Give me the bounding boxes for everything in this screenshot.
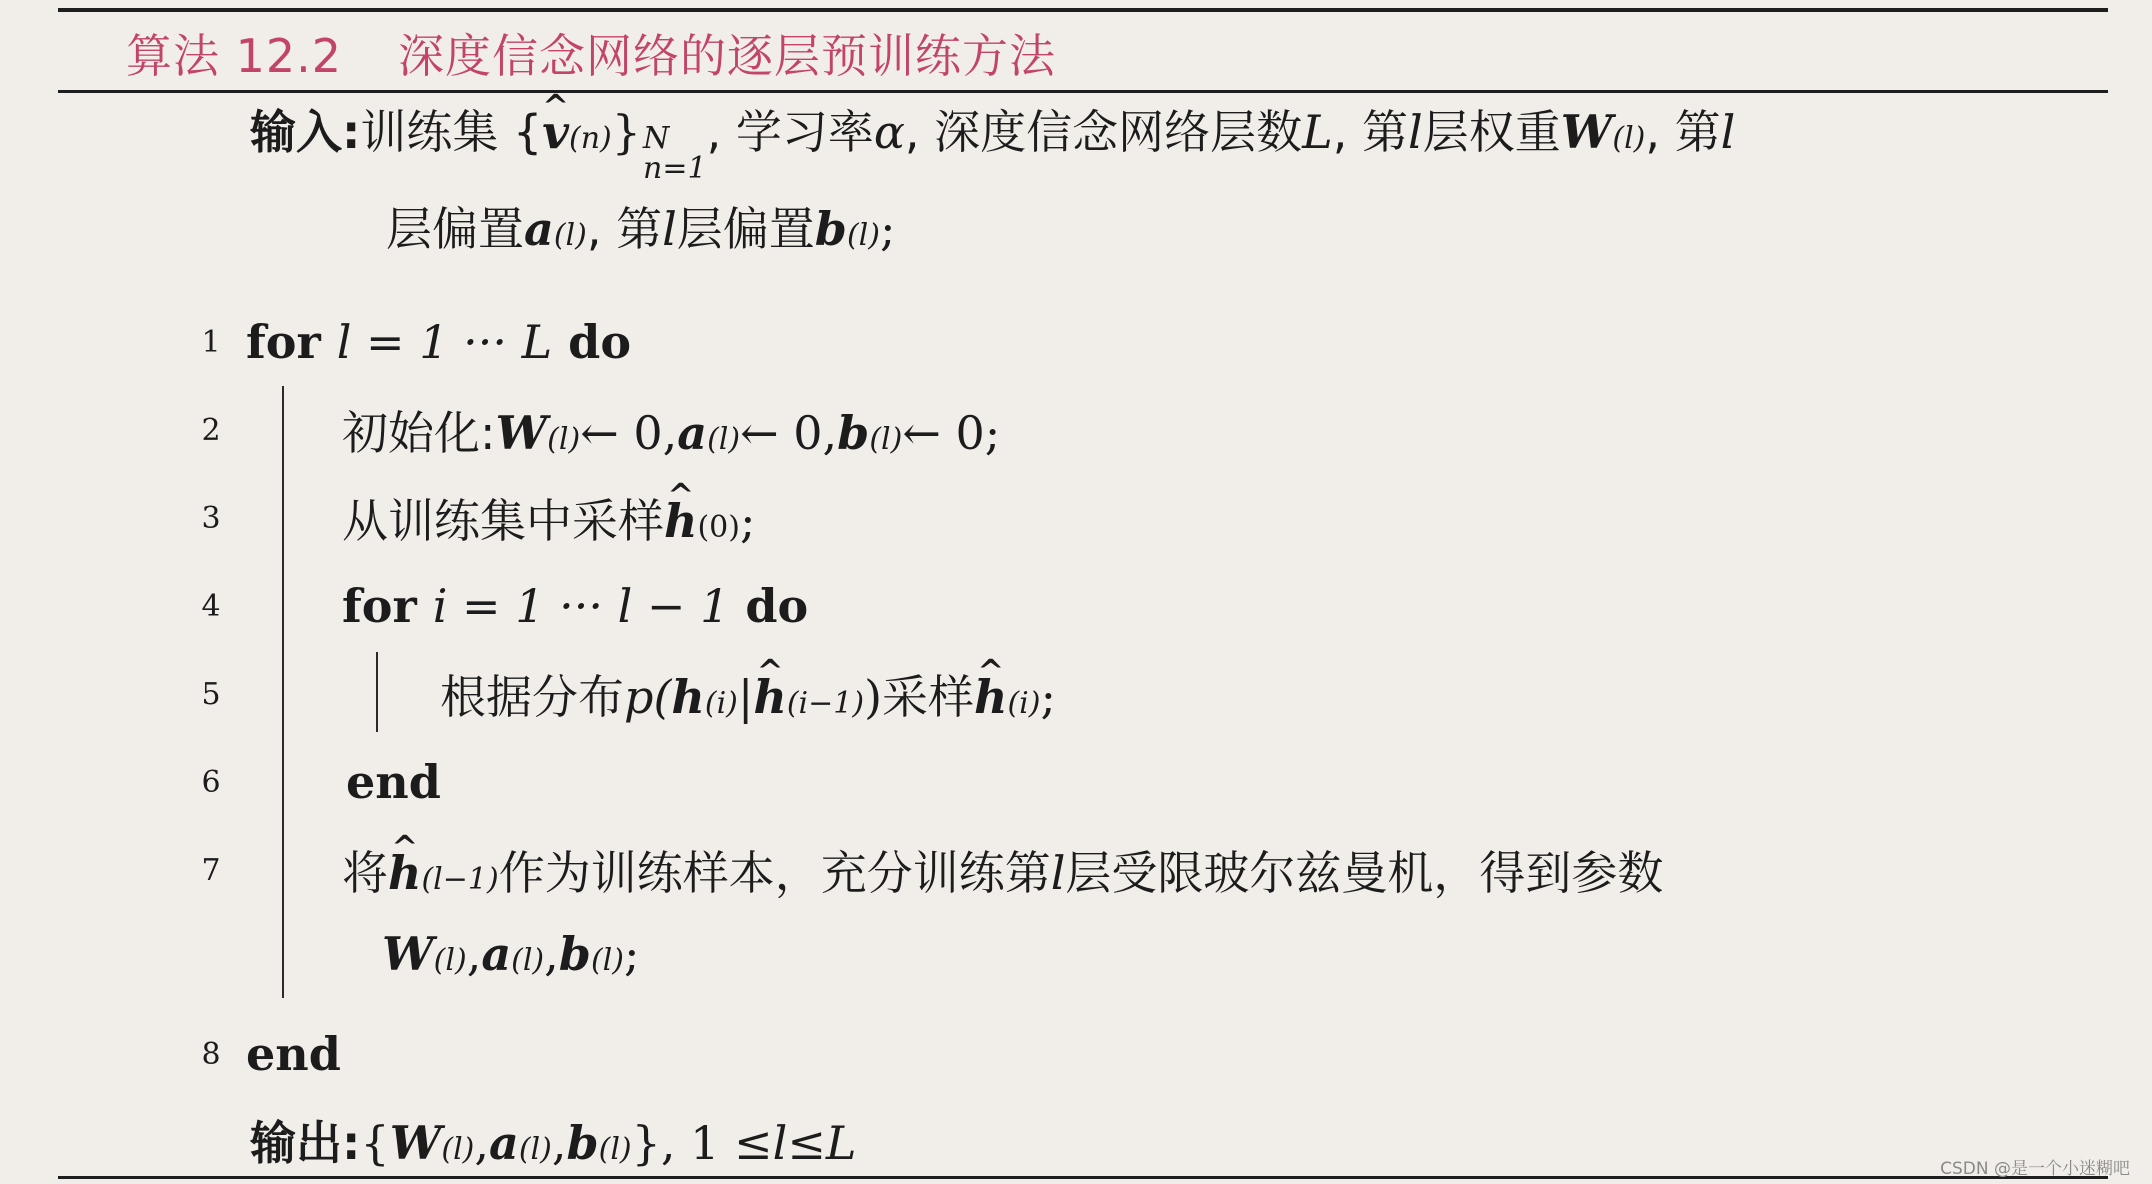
output-l: l xyxy=(772,1116,788,1170)
do-keyword-1: do xyxy=(568,315,632,369)
init-arrow-2: ← 0, xyxy=(740,406,838,460)
line-8-content xyxy=(246,1027,341,1081)
output-open: { xyxy=(360,1116,390,1170)
input-W: W xyxy=(1560,105,1613,159)
output-content: 输出: { W (l) , a (l) , b (l) }, 1 ≤ l ≤ L xyxy=(250,1107,856,1173)
dist-semicolon: ; xyxy=(1040,670,1056,724)
line-number-8: 8 xyxy=(201,1036,221,1072)
params-semicolon: ; xyxy=(623,927,640,981)
input-text-di-2: , 第 xyxy=(1645,105,1721,159)
output-comma-2: , xyxy=(551,1116,567,1170)
output-W: W xyxy=(389,1116,442,1170)
line-7-cont-content: W (l) , a (l) , b (l) ; xyxy=(382,927,640,981)
line-number-3: 3 xyxy=(201,500,221,536)
input-semicolon: ; xyxy=(879,202,896,256)
for-expr-1: l = 1 ··· L xyxy=(336,315,553,369)
line-number-4: 4 xyxy=(201,588,221,624)
output-b: b xyxy=(566,1116,599,1170)
input-text-di: , 第 xyxy=(1332,105,1408,159)
algo-line-2 xyxy=(0,394,2152,466)
algo-line-4 xyxy=(0,570,2152,642)
input-text-bias-2: 层偏置 xyxy=(676,202,815,256)
algorithm-name: 深度信念网络的逐层预训练方法 xyxy=(398,29,1057,83)
dist-result-h-hat: ^ h xyxy=(974,670,1007,724)
dist-sample-text: 采样 xyxy=(882,670,975,724)
title-rule xyxy=(58,90,2108,93)
input-v-symbol: ^ v xyxy=(542,105,569,159)
for-keyword-1: for xyxy=(246,315,321,369)
output-close: }, 1 ≤ xyxy=(631,1116,773,1170)
input-content-1: 输入: 训练集 { ^ v (n) } N n=1 , 学习率 α , 深度信念网络层数 L , 第 l 层权重 W (l) , 第 l xyxy=(250,96,1735,184)
input-l-3: l xyxy=(662,202,677,256)
input-alpha: α xyxy=(873,105,905,159)
params-b: b xyxy=(558,927,591,981)
input-text-weight: 层权重 xyxy=(1422,105,1561,159)
init-arrow-3: ← 0; xyxy=(902,406,1001,460)
output-leq: ≤ xyxy=(787,1116,826,1170)
train-text-3: 层受限玻尔兹曼机，得到参数 xyxy=(1065,846,1664,900)
bottom-rule xyxy=(58,1176,2108,1179)
algo-line-1 xyxy=(0,306,2152,378)
output-line xyxy=(0,1104,2152,1176)
line-7-content: 将 ^ h (l−1) 作为训练样本，充分训练第 l 层受限玻尔兹曼机，得到参数 xyxy=(342,837,1663,903)
line-number-2: 2 xyxy=(201,412,221,448)
params-W: W xyxy=(382,927,434,981)
input-text-bias: 层偏置 xyxy=(386,202,524,256)
train-h-hat: ^ h xyxy=(388,846,421,900)
end-keyword-outer: end xyxy=(246,1027,341,1081)
sample-text: 从训练集中采样 xyxy=(342,494,664,548)
line-number-6: 6 xyxy=(201,764,221,800)
dist-h-hat: ^ h xyxy=(753,670,786,724)
input-L: L xyxy=(1302,105,1333,159)
line-number-5: 5 xyxy=(201,676,221,712)
algo-line-3 xyxy=(0,482,2152,554)
algo-line-6 xyxy=(0,746,2152,818)
input-set-sup: N xyxy=(643,121,670,156)
input-text-di-3: , 第 xyxy=(586,202,663,256)
line-2-content: 初始化: W (l) ← 0, a (l) ← 0, b (l) ← 0; xyxy=(342,397,1000,463)
watermark: CSDN @是一个小迷糊吧 xyxy=(1940,1159,2130,1179)
dist-p: p( xyxy=(624,670,672,724)
init-arrow-1: ← 0, xyxy=(580,406,678,460)
line-5-content: 根据分布 p( h (i) | ^ h (i−1) ) 采样 ^ h (i) ; xyxy=(440,661,1056,727)
line-number-1: 1 xyxy=(201,324,221,360)
output-L: L xyxy=(825,1116,857,1170)
dist-close: ) xyxy=(864,670,883,724)
input-l: l xyxy=(1407,105,1423,159)
input-a: a xyxy=(524,202,554,256)
top-rule xyxy=(58,8,2108,12)
output-a: a xyxy=(489,1116,519,1170)
algo-line-5 xyxy=(0,658,2152,730)
distribution-text: 根据分布 xyxy=(440,670,624,724)
output-comma-1: , xyxy=(474,1116,489,1170)
for-keyword-2: for xyxy=(342,579,417,633)
input-set-sub: n=1 xyxy=(643,151,707,186)
params-a: a xyxy=(481,927,512,981)
end-keyword-inner: end xyxy=(346,755,441,809)
init-W: W xyxy=(495,406,548,460)
sample-h-hat: ^ h xyxy=(664,494,697,548)
algorithm-label: 算法 12.2 xyxy=(126,29,343,83)
for-expr-2: i = 1 ··· l − 1 xyxy=(432,579,730,633)
train-l: l xyxy=(1050,846,1066,900)
init-b: b xyxy=(837,406,870,460)
output-label: 输出: xyxy=(250,1116,361,1170)
input-text-lr: , 学习率 xyxy=(706,105,874,159)
algo-line-7 xyxy=(0,834,2152,906)
input-l-2: l xyxy=(1720,105,1736,159)
input-b: b xyxy=(814,202,847,256)
line-3-content: 从训练集中采样 ^ h (0) ; xyxy=(342,485,755,551)
sample-semicolon: ; xyxy=(739,494,756,548)
input-text-trainset: 训练集 { xyxy=(360,105,543,159)
dist-h: h xyxy=(671,670,705,724)
input-label: 输入: xyxy=(250,105,361,159)
input-text-layers: , 深度信念网络层数 xyxy=(904,105,1303,159)
input-content-2: 层偏置 a (l) , 第 l 层偏置 b (l) ; xyxy=(386,193,895,259)
line-4-content xyxy=(342,579,808,633)
init-label: 初始化: xyxy=(342,406,496,460)
input-set-limits xyxy=(643,121,707,186)
dist-bar: | xyxy=(737,670,754,724)
input-set-close: } xyxy=(611,105,642,159)
train-text-1: 将 xyxy=(342,846,388,900)
params-comma-1: , xyxy=(466,927,482,981)
algo-line-7-cont xyxy=(0,918,2152,990)
line-number-7: 7 xyxy=(201,852,221,888)
init-a: a xyxy=(677,406,708,460)
line-1-content xyxy=(246,315,631,369)
algo-line-8 xyxy=(0,1018,2152,1090)
params-comma-2: , xyxy=(544,927,559,981)
line-6-content xyxy=(346,755,441,809)
algorithm-title xyxy=(126,22,1056,84)
train-text-2: 作为训练样本，充分训练第 xyxy=(498,846,1051,900)
do-keyword-2: do xyxy=(745,579,809,633)
